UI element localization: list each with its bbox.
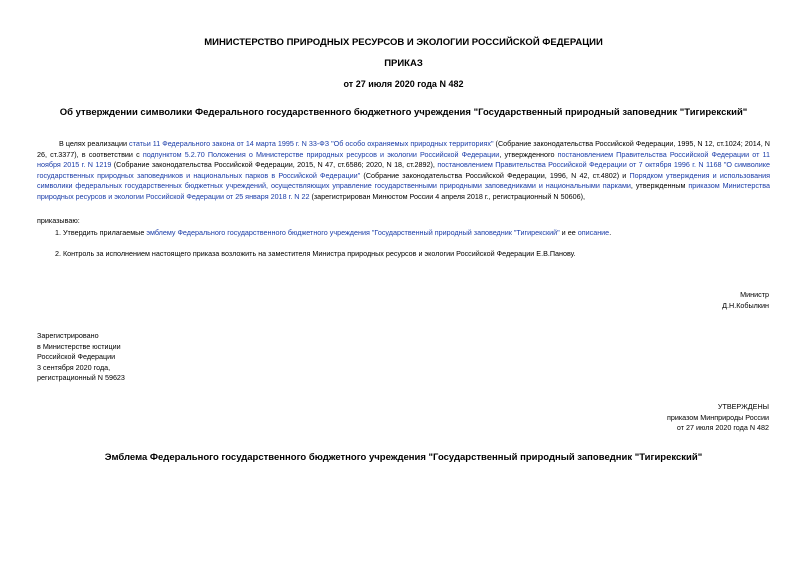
approval-line: приказом Минприроды России — [666, 412, 769, 422]
item-1 — [55, 228, 611, 239]
registration-block — [37, 331, 125, 384]
registration-line: Российской Федерации — [37, 352, 116, 362]
preamble-text: , утвержденным — [630, 181, 689, 191]
regulation-subparagraph-link[interactable]: подпунктом 5.2.70 Положения о Министерстве природных ресурсов и экологии Российской Федерации — [142, 149, 500, 159]
item-1-text: и ее — [559, 228, 578, 237]
preamble-text: (зарегистрирован Минюстом России 4 апреля 2018 г., регистрационный N 50606), — [309, 191, 585, 201]
symbolics-procedure-link[interactable]: Порядком утверждения и использования символики федеральных государственных бюджетных учреждений, осуществляющих управление государственными природными заповедниками и национальными парками — [37, 170, 770, 191]
preamble-text: В целях реализации — [59, 139, 130, 148]
emblem-title: Эмблема Федерального государственного бюджетного учреждения "Государственный природный заповедник "Тигирекский" — [104, 452, 703, 463]
ministry-heading: МИНИСТЕРСТВО ПРИРОДНЫХ РЕСУРСОВ И ЭКОЛОГИИ РОССИЙСКОЙ ФЕДЕРАЦИИ — [204, 37, 603, 48]
preamble-text: , утвержденного — [499, 149, 558, 159]
government-decree-1168-link[interactable]: постановлением Правительства Российской Федерации от 7 октября 1996 г. N 1168 "О символике государственных природных заповедников и национальных парков в Российской Федерации" — [37, 160, 770, 180]
registration-line: 3 сентября 2020 года, — [37, 362, 111, 372]
approval-line: УТВЕРЖДЕНЫ — [717, 402, 769, 411]
government-decree-1219-link[interactable]: постановлением Правительства Российской Федерации от 11 ноября 2015 г. N 1219 — [37, 149, 770, 170]
signature-name: Д.Н.Кобылкин — [722, 300, 769, 310]
preamble-text: (Собрание законодательства Российской Федерации, 1995, N 12, ст.1024; 2014, N 26, ст.3377), в соответствии с — [37, 139, 770, 159]
approval-block — [667, 402, 769, 434]
law-link[interactable]: статьи 11 Федерального закона от 14 марта 1995 г. N 33-ФЗ "Об особо охраняемых природных территориях" — [129, 139, 494, 148]
signature-block — [722, 290, 769, 311]
preamble-text: (Собрание законодательства Российской Федерации, 2015, N 47, ст.6586; 2020, N 18, ст.2892), — [111, 160, 438, 170]
registration-line: Зарегистрировано — [37, 331, 99, 340]
registration-line: регистрационный N 59623 — [37, 373, 125, 383]
order-word: приказываю: — [37, 216, 80, 225]
approval-line: от 27 июля 2020 года N 482 — [676, 423, 769, 433]
doc-type-heading: ПРИКАЗ — [384, 58, 423, 69]
item-1-text: 1. Утвердить прилагаемые — [55, 228, 147, 237]
doc-title: Об утверждении символики Федерального государственного бюджетного учреждения "Государственный природный заповедник "Тигирекский" — [59, 107, 748, 118]
doc-date-number: от 27 июля 2020 года N 482 — [343, 79, 464, 89]
registration-line: в Министерстве юстиции — [37, 341, 121, 351]
preamble-text: (Собрание законодательства Российской Федерации, 1996, N 42, ст.4802) и — [360, 170, 630, 180]
preamble-paragraph — [37, 139, 770, 203]
item-2: 2. Контроль за исполнением настоящего приказа возложить на заместителя Министра природных ресурсов и экологии Российской Федерации Е.В.Панову. — [55, 249, 576, 258]
item-1-text: . — [609, 228, 612, 237]
emblem-link[interactable]: эмблему Федерального государственного бюджетного учреждения "Государственный природный заповедник "Тигирекский" — [146, 228, 560, 237]
signature-position: Министр — [740, 290, 769, 299]
ministry-order-22-link[interactable]: приказом Министерства природных ресурсов и экологии Российской Федерации от 25 января 2018 г. N 22 — [37, 181, 770, 201]
description-link[interactable]: описание — [577, 228, 610, 237]
